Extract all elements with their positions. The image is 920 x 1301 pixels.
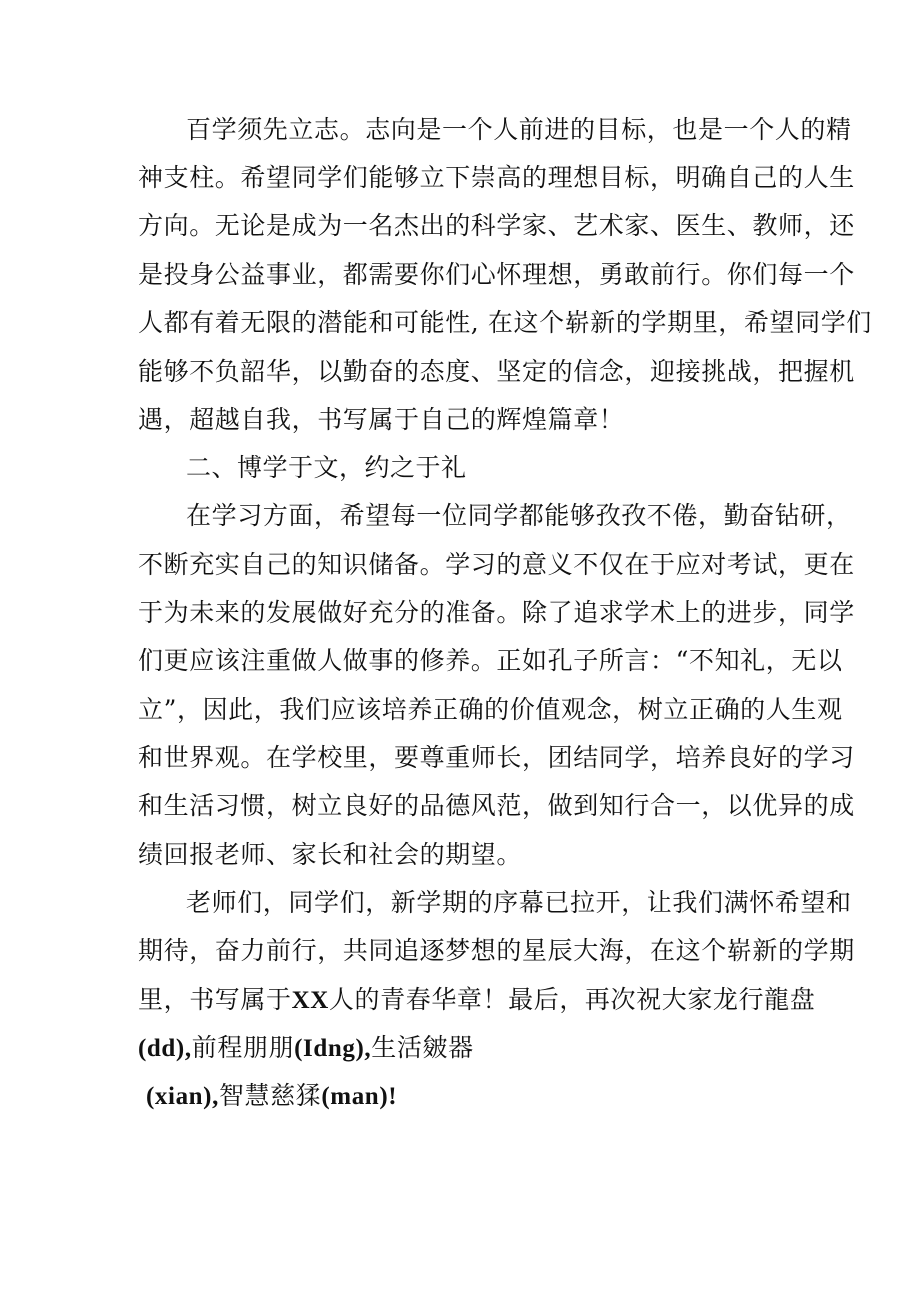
text-segment: 前程朋朋 <box>191 1033 295 1062</box>
text-line: 百学须先立志。志向是一个人前进的目标，也是一个人的精 <box>186 115 852 144</box>
text-segment: 智慧慈猱 <box>218 1081 322 1110</box>
pinyin-annotation: (xian), <box>146 1083 219 1110</box>
section-heading: 二、博学于文，约之于礼 <box>186 453 467 482</box>
text-line: 和世界观。在学校里，要尊重师长，团结同学，培养良好的学习 <box>138 743 855 772</box>
text-line: 不断充实自己的知识储备。学习的意义不仅在于应对考试，更在 <box>138 550 855 579</box>
text-line: 是投身公益事业，都需要你们心怀理想，勇敢前行。你们每一个 <box>138 260 855 289</box>
text-line: 和生活习惯，树立良好的品德风范，做到知行合一，以优异的成 <box>138 791 855 820</box>
text-segment: 里，书写属于 <box>138 985 292 1014</box>
text-segment: 生活皴器 <box>371 1033 474 1062</box>
pinyin-annotation: (Idng), <box>294 1035 372 1062</box>
school-name-placeholder: XX <box>291 987 329 1014</box>
text-line <box>138 984 815 1017</box>
text-line: 们更应该注重做人做事的修养。正如孔子所言：“不知礼，无以 <box>138 646 843 675</box>
pinyin-annotation: (dd), <box>138 1035 192 1062</box>
text-line: 能够不负韶华，以勤奋的态度、坚定的信念，迎接挑战，把握机 <box>138 357 855 386</box>
text-line: 人都有着无限的潜能和可能性, 在这个崭新的学期里，希望同学们 <box>138 308 872 337</box>
text-line: 老师们，同学们，新学期的序幕已拉开，让我们满怀希望和 <box>186 888 852 917</box>
text-line: 绩回报老师、家长和社会的期望。 <box>138 840 523 869</box>
text-line: 神支柱。希望同学们能够立下崇高的理想目标，明确自己的人生 <box>138 163 855 192</box>
pinyin-annotation: (man)! <box>321 1083 398 1110</box>
text-line: 立”，因此，我们应该培养正确的价值观念，树立正确的人生观 <box>138 695 843 724</box>
text-line: 遇，超越自我，书写属于自己的辉煌篇章！ <box>138 405 625 434</box>
text-line: 于为未来的发展做好充分的准备。除了追求学术上的进步，同学 <box>138 598 855 627</box>
text-line-blessing-2 <box>146 1080 397 1113</box>
text-line: 在学习方面，希望每一位同学都能够孜孜不倦，勤奋钻研， <box>186 501 852 530</box>
text-line: 期待，奋力前行，共同追逐梦想的星辰大海，在这个崭新的学期 <box>138 936 855 965</box>
text-segment: 人的青春华章！最后，再次祝大家龙行龍盘 <box>328 985 816 1014</box>
text-line-blessing-1 <box>138 1032 474 1065</box>
text-line: 方向。无论是成为一名杰出的科学家、艺术家、医生、教师，还 <box>138 211 855 240</box>
